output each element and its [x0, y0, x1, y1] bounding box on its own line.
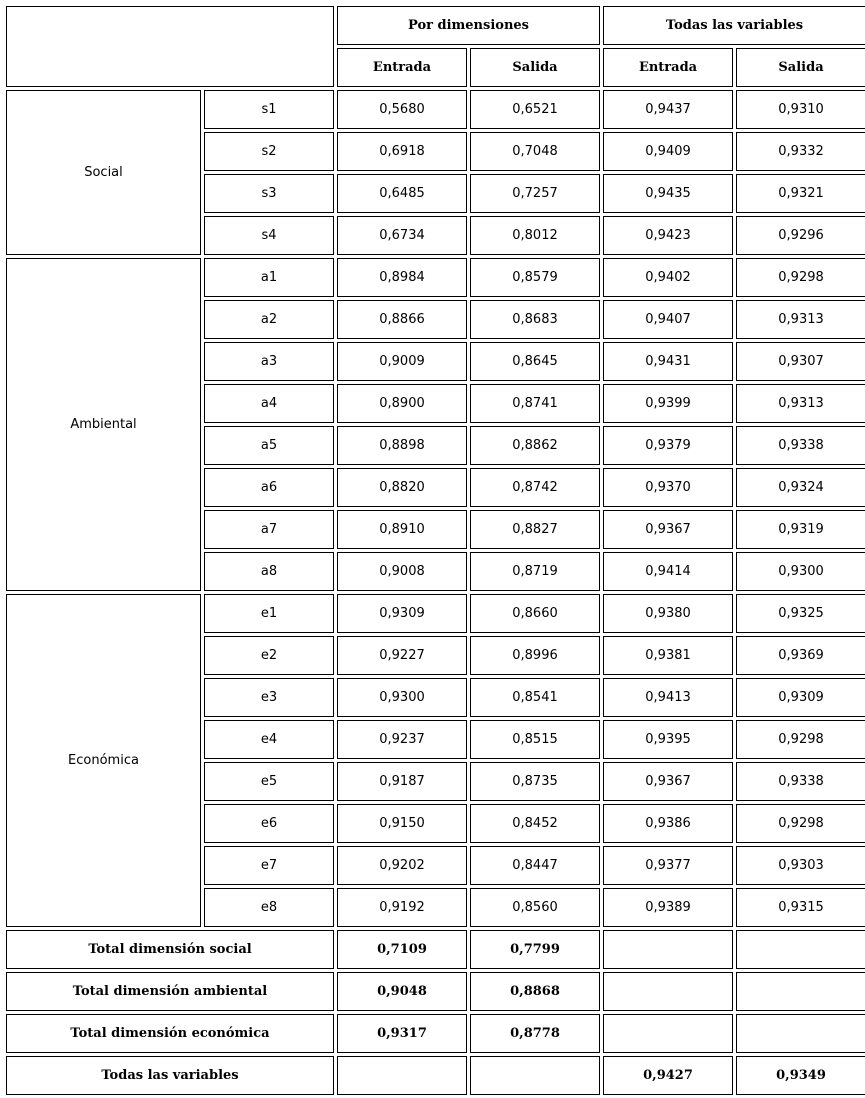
total-value-cell: 0,8868: [470, 972, 600, 1011]
entrada-todas-cell: 0,9380: [603, 594, 733, 633]
entrada-dimensiones-cell: 0,5680: [337, 90, 467, 129]
salida-todas-cell: 0,9324: [736, 468, 865, 507]
dimension-label: Ambiental: [6, 258, 201, 591]
variable-cell: e7: [204, 846, 334, 885]
variable-cell: e8: [204, 888, 334, 927]
header-por-dimensiones: Por dimensiones: [337, 6, 600, 45]
salida-todas-cell: 0,9298: [736, 804, 865, 843]
salida-todas-cell: 0,9325: [736, 594, 865, 633]
entrada-todas-cell: 0,9407: [603, 300, 733, 339]
salida-dimensiones-cell: 0,8645: [470, 342, 600, 381]
salida-todas-cell: 0,9369: [736, 636, 865, 675]
entrada-todas-cell: 0,9367: [603, 510, 733, 549]
entrada-dimensiones-cell: 0,9202: [337, 846, 467, 885]
variable-cell: e6: [204, 804, 334, 843]
salida-dimensiones-cell: 0,8996: [470, 636, 600, 675]
salida-dimensiones-cell: 0,8579: [470, 258, 600, 297]
salida-dimensiones-cell: 0,8541: [470, 678, 600, 717]
total-label: Total dimensión económica: [6, 1014, 334, 1053]
salida-dimensiones-cell: 0,8515: [470, 720, 600, 759]
salida-todas-cell: 0,9338: [736, 426, 865, 465]
header-todas-las-variables: Todas las variables: [603, 6, 865, 45]
table-row: [6, 90, 865, 129]
salida-dimensiones-cell: 0,8012: [470, 216, 600, 255]
total-value-cell: 0,9317: [337, 1014, 467, 1053]
salida-dimensiones-cell: 0,6521: [470, 90, 600, 129]
total-value-cell: [337, 1056, 467, 1095]
salida-todas-cell: 0,9309: [736, 678, 865, 717]
header-salida-todas: Salida: [736, 48, 865, 87]
entrada-dimensiones-cell: 0,9192: [337, 888, 467, 927]
variable-cell: e3: [204, 678, 334, 717]
entrada-todas-cell: 0,9386: [603, 804, 733, 843]
entrada-todas-cell: 0,9414: [603, 552, 733, 591]
entrada-dimensiones-cell: 0,8900: [337, 384, 467, 423]
total-value-cell: 0,9349: [736, 1056, 865, 1095]
entrada-todas-cell: 0,9399: [603, 384, 733, 423]
salida-dimensiones-cell: 0,8742: [470, 468, 600, 507]
table-row: [6, 594, 865, 633]
entrada-todas-cell: 0,9435: [603, 174, 733, 213]
variable-cell: e2: [204, 636, 334, 675]
variable-cell: e5: [204, 762, 334, 801]
total-value-cell: [603, 930, 733, 969]
entrada-dimensiones-cell: 0,8866: [337, 300, 467, 339]
salida-dimensiones-cell: 0,8447: [470, 846, 600, 885]
header-entrada-todas: Entrada: [603, 48, 733, 87]
total-value-cell: [736, 972, 865, 1011]
total-row: [6, 1056, 865, 1095]
total-value-cell: 0,9048: [337, 972, 467, 1011]
variable-cell: e4: [204, 720, 334, 759]
entrada-dimensiones-cell: 0,9187: [337, 762, 467, 801]
salida-todas-cell: 0,9332: [736, 132, 865, 171]
entrada-todas-cell: 0,9381: [603, 636, 733, 675]
variable-cell: a6: [204, 468, 334, 507]
salida-todas-cell: 0,9296: [736, 216, 865, 255]
variable-cell: a8: [204, 552, 334, 591]
salida-todas-cell: 0,9298: [736, 258, 865, 297]
total-row: [6, 930, 865, 969]
total-value-cell: [603, 972, 733, 1011]
entrada-todas-cell: 0,9367: [603, 762, 733, 801]
total-value-cell: 0,9427: [603, 1056, 733, 1095]
total-row: [6, 972, 865, 1011]
entrada-dimensiones-cell: 0,8820: [337, 468, 467, 507]
table-row: [6, 258, 865, 297]
salida-dimensiones-cell: 0,8560: [470, 888, 600, 927]
salida-todas-cell: 0,9319: [736, 510, 865, 549]
total-value-cell: [736, 930, 865, 969]
salida-todas-cell: 0,9298: [736, 720, 865, 759]
entrada-todas-cell: 0,9402: [603, 258, 733, 297]
total-row: [6, 1014, 865, 1053]
variable-cell: a7: [204, 510, 334, 549]
salida-dimensiones-cell: 0,8452: [470, 804, 600, 843]
variable-cell: s2: [204, 132, 334, 171]
entrada-dimensiones-cell: 0,6918: [337, 132, 467, 171]
entrada-dimensiones-cell: 0,9237: [337, 720, 467, 759]
variable-cell: s4: [204, 216, 334, 255]
variable-cell: a4: [204, 384, 334, 423]
entrada-todas-cell: 0,9377: [603, 846, 733, 885]
salida-dimensiones-cell: 0,8683: [470, 300, 600, 339]
salida-dimensiones-cell: 0,7048: [470, 132, 600, 171]
variable-cell: a2: [204, 300, 334, 339]
entrada-dimensiones-cell: 0,9008: [337, 552, 467, 591]
entrada-todas-cell: 0,9437: [603, 90, 733, 129]
variable-cell: e1: [204, 594, 334, 633]
entrada-dimensiones-cell: 0,8898: [337, 426, 467, 465]
salida-dimensiones-cell: 0,8719: [470, 552, 600, 591]
entrada-dimensiones-cell: 0,6734: [337, 216, 467, 255]
results-table: [3, 3, 865, 1098]
variable-cell: a3: [204, 342, 334, 381]
variable-cell: a5: [204, 426, 334, 465]
salida-todas-cell: 0,9315: [736, 888, 865, 927]
total-label: Todas las variables: [6, 1056, 334, 1095]
entrada-dimensiones-cell: 0,8984: [337, 258, 467, 297]
salida-dimensiones-cell: 0,8741: [470, 384, 600, 423]
entrada-dimensiones-cell: 0,9227: [337, 636, 467, 675]
header-entrada-dimensiones: Entrada: [337, 48, 467, 87]
total-value-cell: [736, 1014, 865, 1053]
total-value-cell: 0,7799: [470, 930, 600, 969]
dimension-label: Económica: [6, 594, 201, 927]
salida-todas-cell: 0,9321: [736, 174, 865, 213]
entrada-todas-cell: 0,9395: [603, 720, 733, 759]
entrada-todas-cell: 0,9431: [603, 342, 733, 381]
entrada-todas-cell: 0,9409: [603, 132, 733, 171]
salida-dimensiones-cell: 0,8660: [470, 594, 600, 633]
salida-dimensiones-cell: 0,7257: [470, 174, 600, 213]
salida-todas-cell: 0,9338: [736, 762, 865, 801]
entrada-dimensiones-cell: 0,9300: [337, 678, 467, 717]
salida-todas-cell: 0,9313: [736, 384, 865, 423]
entrada-dimensiones-cell: 0,9309: [337, 594, 467, 633]
header-salida-dimensiones: Salida: [470, 48, 600, 87]
salida-todas-cell: 0,9307: [736, 342, 865, 381]
dimension-label: Social: [6, 90, 201, 255]
salida-dimensiones-cell: 0,8827: [470, 510, 600, 549]
total-value-cell: 0,7109: [337, 930, 467, 969]
entrada-dimensiones-cell: 0,9150: [337, 804, 467, 843]
entrada-dimensiones-cell: 0,8910: [337, 510, 467, 549]
total-value-cell: [603, 1014, 733, 1053]
header-empty-corner: [6, 6, 334, 87]
table-body: [6, 90, 865, 1095]
entrada-todas-cell: 0,9413: [603, 678, 733, 717]
salida-todas-cell: 0,9313: [736, 300, 865, 339]
entrada-todas-cell: 0,9423: [603, 216, 733, 255]
entrada-todas-cell: 0,9379: [603, 426, 733, 465]
variable-cell: s3: [204, 174, 334, 213]
total-label: Total dimensión ambiental: [6, 972, 334, 1011]
entrada-dimensiones-cell: 0,6485: [337, 174, 467, 213]
salida-todas-cell: 0,9300: [736, 552, 865, 591]
salida-dimensiones-cell: 0,8735: [470, 762, 600, 801]
entrada-todas-cell: 0,9370: [603, 468, 733, 507]
entrada-dimensiones-cell: 0,9009: [337, 342, 467, 381]
total-label: Total dimensión social: [6, 930, 334, 969]
salida-todas-cell: 0,9310: [736, 90, 865, 129]
total-value-cell: [470, 1056, 600, 1095]
salida-dimensiones-cell: 0,8862: [470, 426, 600, 465]
total-value-cell: 0,8778: [470, 1014, 600, 1053]
table-header: [6, 6, 865, 87]
variable-cell: s1: [204, 90, 334, 129]
salida-todas-cell: 0,9303: [736, 846, 865, 885]
header-row-groups: [6, 6, 865, 45]
variable-cell: a1: [204, 258, 334, 297]
entrada-todas-cell: 0,9389: [603, 888, 733, 927]
